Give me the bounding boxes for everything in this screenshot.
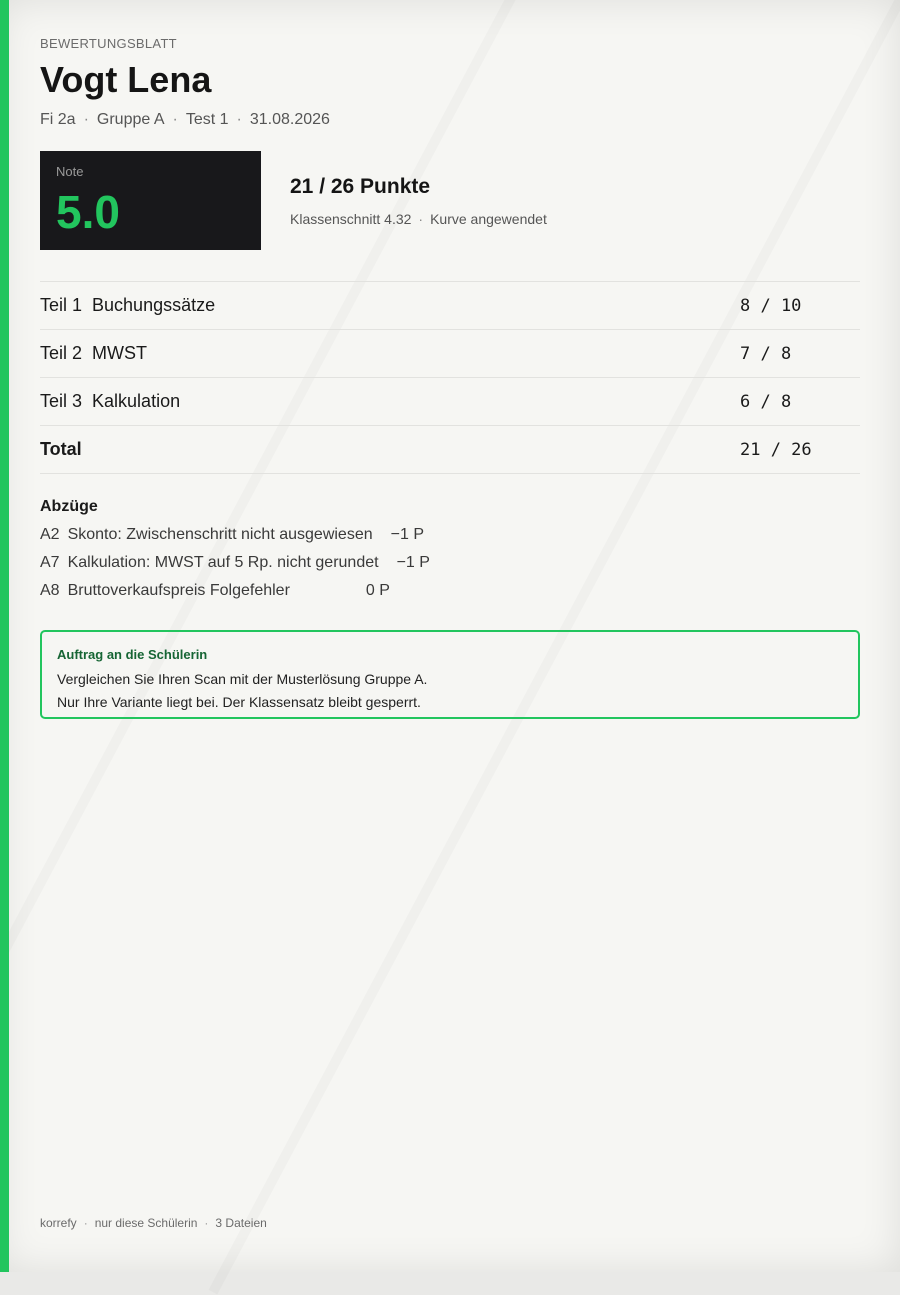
grade-label: Note <box>56 164 84 179</box>
separator: · <box>172 111 178 128</box>
test-name: Test 1 <box>185 111 229 128</box>
notice-line: Nur Ihre Variante liegt bei. Der Klassensatz bleibt gesperrt. <box>57 694 421 710</box>
notice-title: Auftrag an die Schülerin <box>57 647 208 662</box>
part-title: Buchungssätze <box>92 295 216 315</box>
table-row <box>40 282 860 330</box>
score-details <box>290 211 547 227</box>
deduction-text: Skonto: Zwischenschritt nicht ausgewiesen <box>67 526 373 543</box>
points-total: 21 / 26 Punkte <box>290 174 431 198</box>
part-label <box>40 391 740 412</box>
total-row <box>40 426 860 474</box>
part-score: 8 / 10 <box>740 295 802 316</box>
separator: · <box>418 210 424 227</box>
part-number: Teil 1 <box>40 295 83 315</box>
separator: · <box>83 111 89 128</box>
deductions-title: Abzüge <box>40 498 98 515</box>
test-meta <box>40 111 860 129</box>
parts-table <box>40 281 860 474</box>
deduction-points: −1 P <box>396 554 430 571</box>
deduction-item <box>40 526 860 544</box>
group-name: Gruppe A <box>96 111 165 128</box>
class-average: Klassenschnitt 4.32 <box>290 210 412 227</box>
grade-summary <box>40 151 860 250</box>
test-date: 31.08.2026 <box>249 111 330 128</box>
part-number: Teil 3 <box>40 391 83 411</box>
footer <box>40 1216 267 1230</box>
total-label: Total <box>40 439 82 459</box>
table-row <box>40 378 860 426</box>
accent-bar <box>0 0 9 1272</box>
deduction-code: A8 <box>40 582 60 599</box>
separator: · <box>204 1216 209 1230</box>
part-score: 6 / 8 <box>740 391 792 412</box>
deduction-points: 0 P <box>365 582 390 599</box>
sheet-content <box>40 36 860 719</box>
student-name: Vogt Lena <box>40 59 212 100</box>
deduction-item <box>40 582 860 600</box>
notice-line: Vergleichen Sie Ihren Scan mit der Musterlösung Gruppe A. <box>57 671 428 687</box>
part-title: Kalkulation <box>92 391 181 411</box>
part-number: Teil 2 <box>40 343 83 363</box>
footer-files: 3 Dateien <box>215 1216 267 1230</box>
part-label <box>40 343 740 364</box>
deduction-item <box>40 554 860 572</box>
deduction-points: −1 P <box>390 526 424 543</box>
part-score: 7 / 8 <box>740 343 792 364</box>
deduction-text: Kalkulation: MWST auf 5 Rp. nicht gerundet <box>67 554 379 571</box>
deduction-code: A7 <box>40 554 60 571</box>
curve-status: Kurve angewendet <box>430 210 547 227</box>
score-block <box>290 175 547 227</box>
separator: · <box>83 1216 88 1230</box>
table-row <box>40 330 860 378</box>
part-label <box>40 295 740 316</box>
document-kicker: BEWERTUNGSBLATT <box>40 36 177 51</box>
part-title: MWST <box>92 343 148 363</box>
assignment-notice <box>40 630 860 719</box>
separator: · <box>236 111 242 128</box>
deduction-text: Bruttoverkaufspreis Folgefehler <box>67 582 290 599</box>
total-score: 21 / 26 <box>740 439 812 460</box>
grade-box <box>40 151 261 250</box>
grade-value: 5.0 <box>56 186 120 238</box>
deduction-code: A2 <box>40 526 60 543</box>
footer-brand: korrefy <box>40 1216 77 1230</box>
footer-scope: nur diese Schülerin <box>94 1216 198 1230</box>
class-name: Fi 2a <box>40 111 76 128</box>
